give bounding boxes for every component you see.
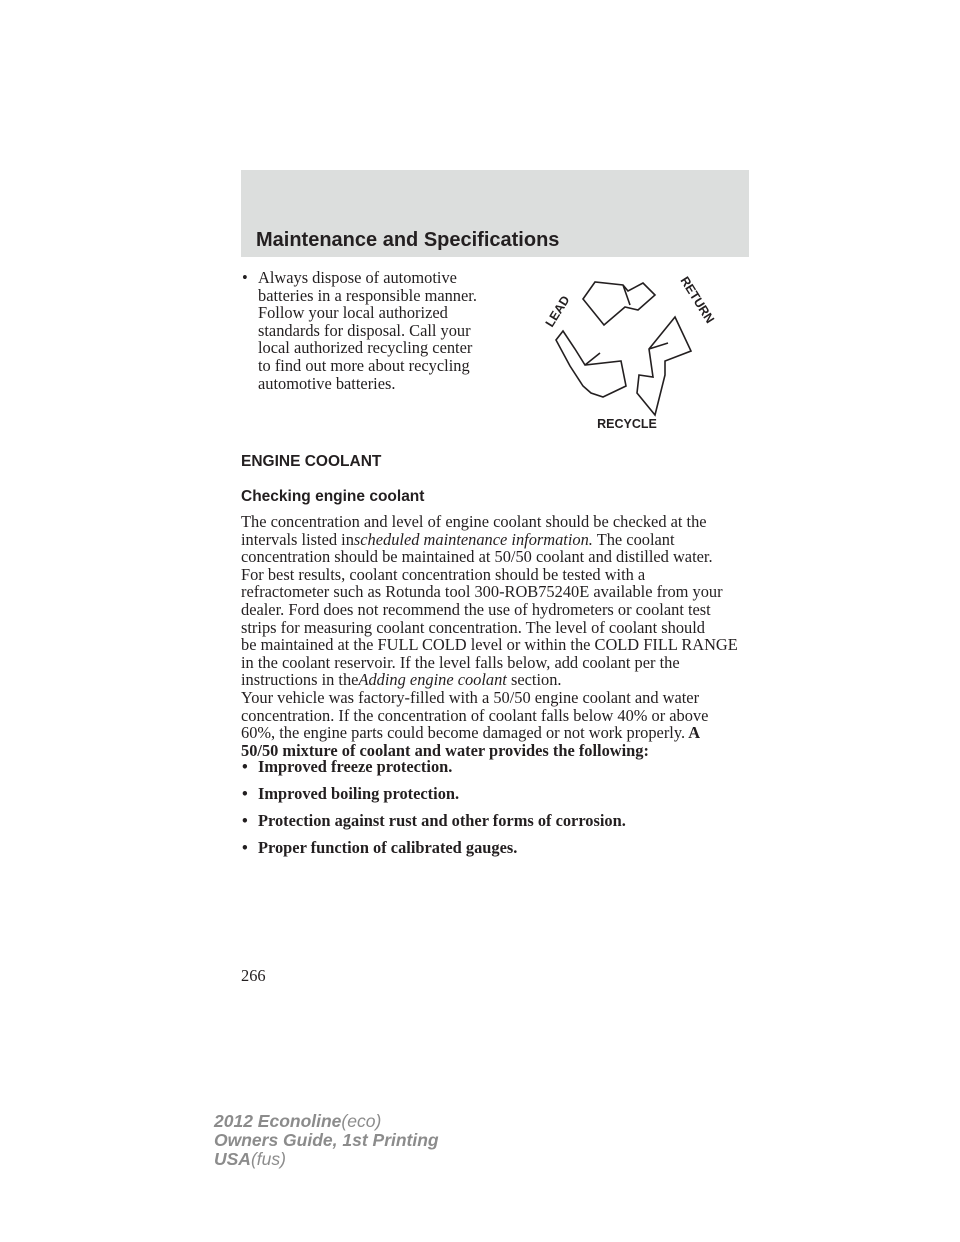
benefit-text: Proper function of calibrated gauges.: [258, 838, 518, 858]
text-line: 50/50 mixture of coolant and water provides the following:: [241, 740, 649, 760]
text-line: strips for measuring coolant concentration. The level of coolant should: [241, 617, 705, 637]
bullet-icon: •: [242, 784, 248, 804]
page-number: 266: [241, 966, 266, 985]
left-arrow-icon: [556, 331, 626, 397]
recycle-arrows-icon: [556, 282, 691, 415]
footer-line: [214, 1112, 439, 1131]
coolant-check-paragraph: [241, 513, 761, 689]
bullet-icon: •: [242, 268, 248, 287]
checking-coolant-subheading: Checking engine coolant: [241, 488, 425, 505]
bullet-icon: •: [242, 811, 248, 831]
text-line: be maintained at the FULL COLD level or within the COLD FILL RANGE: [241, 635, 738, 655]
bullet-icon: •: [242, 757, 248, 776]
footer-line: [214, 1150, 439, 1169]
text-fragment: intervals listed in: [241, 529, 354, 549]
adding-coolant-reference: Adding engine coolant: [358, 670, 507, 690]
coolant-benefits-list: [241, 758, 761, 866]
engine-coolant-heading: ENGINE COOLANT: [241, 453, 382, 470]
text-line: [241, 531, 761, 549]
document-footer: [214, 1112, 439, 1169]
coolant-mixture-paragraph: [241, 689, 761, 759]
text-line: refractometer such as Rotunda tool 300-ROB75240E available from your: [241, 582, 723, 602]
benefit-text: Improved boiling protection.: [258, 784, 460, 804]
list-item: [241, 785, 761, 803]
text-fragment: instructions in the: [241, 670, 359, 690]
text-line: The concentration and level of engine coolant should be checked at the: [241, 512, 707, 531]
battery-disposal-bullet: [241, 269, 511, 392]
lead-label: LEAD: [542, 293, 573, 330]
return-label: RETURN: [677, 274, 717, 326]
text-line: dealer. Ford does not recommend the use of hydrometers or coolant test: [241, 599, 711, 619]
footer-model-code: (eco): [341, 1111, 382, 1131]
text-line: in the coolant reservoir. If the level falls below, add coolant per the: [241, 652, 680, 672]
text-line: batteries in a responsible manner.: [258, 285, 477, 305]
text-fragment: A: [685, 723, 701, 743]
footer-market: USA: [214, 1149, 251, 1169]
footer-line: Owners Guide, 1st Printing: [214, 1130, 439, 1150]
text-line: standards for disposal. Call your: [258, 320, 471, 340]
section-title: Maintenance and Specifications: [256, 229, 560, 251]
text-line: [241, 671, 761, 689]
text-line: [241, 724, 761, 742]
text-fragment: section.: [506, 670, 562, 690]
benefit-text: Protection against rust and other forms of corrosion.: [258, 811, 626, 831]
bullet-icon: •: [242, 838, 248, 858]
text-line: Always dispose of automotive: [258, 268, 457, 287]
recycle-label: RECYCLE: [597, 417, 657, 431]
footer-model: 2012 Econoline: [214, 1111, 342, 1131]
text-line: automotive batteries.: [258, 373, 396, 393]
text-line: to find out more about recycling: [258, 355, 470, 375]
text-fragment: 60%, the engine parts could become damaged or not work properly.: [241, 723, 686, 743]
text-line: concentration. If the concentration of coolant falls below 40% or above: [241, 705, 709, 725]
text-line: local authorized recycling center: [258, 338, 473, 358]
benefit-text: Improved freeze protection.: [258, 757, 453, 776]
footer-market-code: (fus): [250, 1149, 286, 1169]
maintenance-info-reference: scheduled maintenance information.: [353, 529, 593, 549]
text-line: For best results, coolant concentration should be tested with a: [241, 564, 646, 584]
right-arrow-icon: [637, 317, 691, 415]
recycle-logo: [525, 265, 735, 435]
list-item: [241, 839, 761, 857]
text-line: Your vehicle was factory-filled with a 50/50 engine coolant and water: [241, 688, 700, 707]
top-arrow-icon: [583, 282, 655, 325]
text-line: concentration should be maintained at 50/50 coolant and distilled water.: [241, 547, 713, 567]
text-line: Follow your local authorized: [258, 303, 448, 323]
list-item: [241, 269, 511, 392]
list-item: [241, 758, 761, 776]
list-item: [241, 812, 761, 830]
text-fragment: The coolant: [592, 529, 675, 549]
